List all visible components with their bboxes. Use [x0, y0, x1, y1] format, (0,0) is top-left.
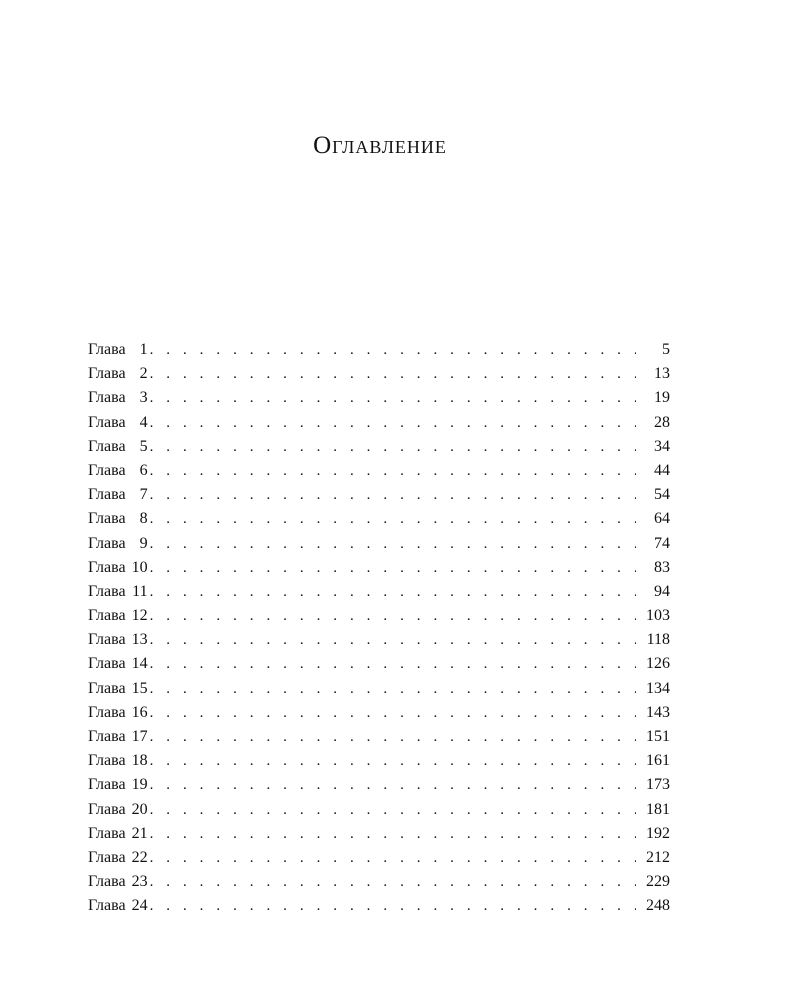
- toc-leader-dots: [150, 822, 636, 846]
- toc-entry-label: [88, 435, 150, 459]
- toc-entry-page: 181: [646, 800, 670, 818]
- toc-entry-label: [88, 532, 150, 556]
- toc-entry-page: 134: [646, 679, 670, 697]
- toc-entry-word: Глава: [88, 389, 126, 407]
- toc-entry-label: [88, 411, 150, 435]
- toc-entry-page: 44: [654, 461, 670, 479]
- toc-entry-number: 18: [131, 752, 148, 770]
- toc-entry-label: [88, 459, 150, 483]
- toc-entry-number: 6: [139, 461, 148, 479]
- toc-entry: [88, 652, 670, 676]
- toc-entry-page: 54: [654, 486, 670, 504]
- toc-entry-label: [88, 725, 150, 749]
- toc-entry-number: 20: [131, 800, 148, 818]
- toc-leader-dots: [150, 532, 636, 556]
- toc-entry-label: [88, 701, 150, 725]
- toc-entry-word: Глава: [88, 341, 126, 358]
- toc-entry-word: Глава: [88, 486, 126, 504]
- toc-entry: [88, 411, 670, 435]
- toc-entry: [88, 677, 670, 701]
- toc-entry-label: [88, 338, 150, 362]
- toc-entry-word: Глава: [88, 607, 126, 625]
- toc-entry-label: [88, 362, 150, 386]
- toc-leader-dots: [150, 628, 636, 652]
- toc-entry-label: [88, 894, 150, 918]
- toc-entry-page: 28: [654, 413, 670, 431]
- toc-entry: [88, 386, 670, 410]
- toc-entry-word: Глава: [88, 848, 126, 866]
- toc-entry-page: 212: [646, 848, 670, 866]
- toc-entry-page: 126: [646, 655, 670, 673]
- toc-leader-dots: [150, 677, 636, 701]
- toc-entry-number: 21: [131, 824, 148, 842]
- toc-entry-word: Глава: [88, 752, 126, 770]
- toc-entry-word: Глава: [88, 631, 126, 649]
- toc-entry-number: 4: [139, 413, 148, 431]
- table-of-contents: [88, 338, 670, 919]
- toc-entry-label: [88, 628, 150, 652]
- toc-entry-page: 5: [662, 341, 670, 358]
- toc-leader-dots: [150, 798, 636, 822]
- toc-entry: [88, 338, 670, 362]
- toc-entry: [88, 483, 670, 507]
- toc-leader-dots: [150, 870, 636, 894]
- toc-entry-page: 151: [646, 728, 670, 745]
- toc-entry-word: Глава: [88, 582, 126, 600]
- toc-leader-dots: [150, 362, 636, 386]
- toc-entry-number: 7: [139, 486, 148, 504]
- toc-leader-dots: [150, 773, 636, 797]
- toc-entry-word: Глава: [88, 679, 126, 697]
- toc-entry: [88, 822, 670, 846]
- toc-entry-page: 19: [654, 389, 670, 407]
- page-title: Оглавление: [313, 132, 447, 159]
- toc-entry-word: Глава: [88, 558, 126, 576]
- toc-entry-label: [88, 604, 150, 628]
- toc-entry-word: Глава: [88, 655, 126, 673]
- toc-leader-dots: [150, 386, 636, 410]
- toc-entry-page: 34: [654, 437, 670, 455]
- toc-entry-word: Глава: [88, 897, 126, 915]
- toc-entry-label: [88, 677, 150, 701]
- toc-entry-number: 1: [139, 341, 148, 358]
- toc-entry-label: [88, 798, 150, 822]
- toc-entry-page: 83: [654, 558, 670, 576]
- toc-entry-number: 9: [139, 534, 148, 552]
- toc-entry-word: Глава: [88, 461, 126, 479]
- toc-entry-page: 192: [646, 824, 670, 842]
- toc-entry-label: [88, 483, 150, 507]
- toc-entry-number: 8: [139, 510, 148, 528]
- toc-entry-number: 13: [131, 631, 148, 649]
- toc-entry-page: 248: [646, 897, 670, 915]
- toc-entry-page: 74: [654, 534, 670, 552]
- toc-entry-label: [88, 773, 150, 797]
- toc-entry-number: 22: [131, 848, 148, 866]
- toc-entry-number: 3: [139, 389, 148, 407]
- toc-leader-dots: [150, 604, 636, 628]
- toc-entry-word: Глава: [88, 437, 126, 455]
- toc-leader-dots: [150, 725, 636, 749]
- toc-entry-label: [88, 870, 150, 894]
- toc-entry: [88, 725, 670, 749]
- toc-entry-number: 11: [132, 582, 148, 600]
- toc-entry-page: 161: [646, 752, 670, 770]
- toc-leader-dots: [150, 435, 636, 459]
- toc-entry: [88, 894, 670, 918]
- toc-entry: [88, 362, 670, 386]
- toc-entry: [88, 846, 670, 870]
- toc-entry-word: Глава: [88, 703, 126, 721]
- toc-entry-number: 5: [139, 437, 148, 455]
- toc-entry-number: 16: [131, 703, 148, 721]
- toc-entry-word: Глава: [88, 413, 126, 431]
- toc-entry-word: Глава: [88, 728, 126, 745]
- toc-leader-dots: [150, 894, 636, 918]
- toc-entry-label: [88, 386, 150, 410]
- toc-entry-page: 94: [654, 582, 670, 600]
- toc-leader-dots: [150, 749, 636, 773]
- toc-entry: [88, 749, 670, 773]
- toc-leader-dots: [150, 459, 636, 483]
- toc-entry-word: Глава: [88, 800, 126, 818]
- toc-leader-dots: [150, 411, 636, 435]
- toc-entry: [88, 580, 670, 604]
- toc-leader-dots: [150, 701, 636, 725]
- toc-entry-number: 17: [131, 728, 148, 745]
- toc-leader-dots: [150, 580, 636, 604]
- toc-entry: [88, 798, 670, 822]
- toc-entry-page: 143: [646, 703, 670, 721]
- toc-entry-label: [88, 556, 150, 580]
- toc-entry: [88, 870, 670, 894]
- toc-entry-page: 173: [646, 776, 670, 794]
- toc-entry: [88, 459, 670, 483]
- toc-leader-dots: [150, 846, 636, 870]
- toc-entry-number: 10: [131, 558, 148, 576]
- toc-entry: [88, 507, 670, 531]
- toc-entry: [88, 628, 670, 652]
- toc-entry-number: 12: [131, 607, 148, 625]
- toc-entry-label: [88, 580, 150, 604]
- toc-entry-label: [88, 822, 150, 846]
- toc-entry-page: 229: [646, 873, 670, 891]
- toc-entry: [88, 532, 670, 556]
- toc-entry: [88, 435, 670, 459]
- toc-leader-dots: [150, 483, 636, 507]
- toc-entry-word: Глава: [88, 510, 126, 528]
- toc-entry-number: 24: [131, 897, 148, 915]
- toc-entry-page: 118: [646, 631, 670, 649]
- toc-entry-number: 23: [131, 873, 148, 891]
- toc-entry: [88, 604, 670, 628]
- toc-entry-page: 64: [654, 510, 670, 528]
- toc-entry: [88, 773, 670, 797]
- toc-entry-number: 19: [131, 776, 148, 794]
- toc-entry-label: [88, 846, 150, 870]
- toc-entry-word: Глава: [88, 824, 126, 842]
- toc-entry-word: Глава: [88, 873, 126, 891]
- toc-entry-word: Глава: [88, 776, 126, 794]
- toc-entry-page: 13: [654, 365, 670, 383]
- toc-entry-number: 15: [131, 679, 148, 697]
- toc-entry-word: Глава: [88, 365, 126, 383]
- toc-leader-dots: [150, 652, 636, 676]
- toc-leader-dots: [150, 507, 636, 531]
- toc-entry-label: [88, 749, 150, 773]
- toc-entry-page: 103: [646, 607, 670, 625]
- toc-entry-number: 2: [139, 365, 148, 383]
- toc-entry-word: Глава: [88, 534, 126, 552]
- toc-entry: [88, 701, 670, 725]
- toc-entry-label: [88, 652, 150, 676]
- toc-entry-number: 14: [131, 655, 148, 673]
- toc-leader-dots: [150, 556, 636, 580]
- toc-entry: [88, 556, 670, 580]
- toc-entry-label: [88, 507, 150, 531]
- toc-leader-dots: [150, 338, 636, 362]
